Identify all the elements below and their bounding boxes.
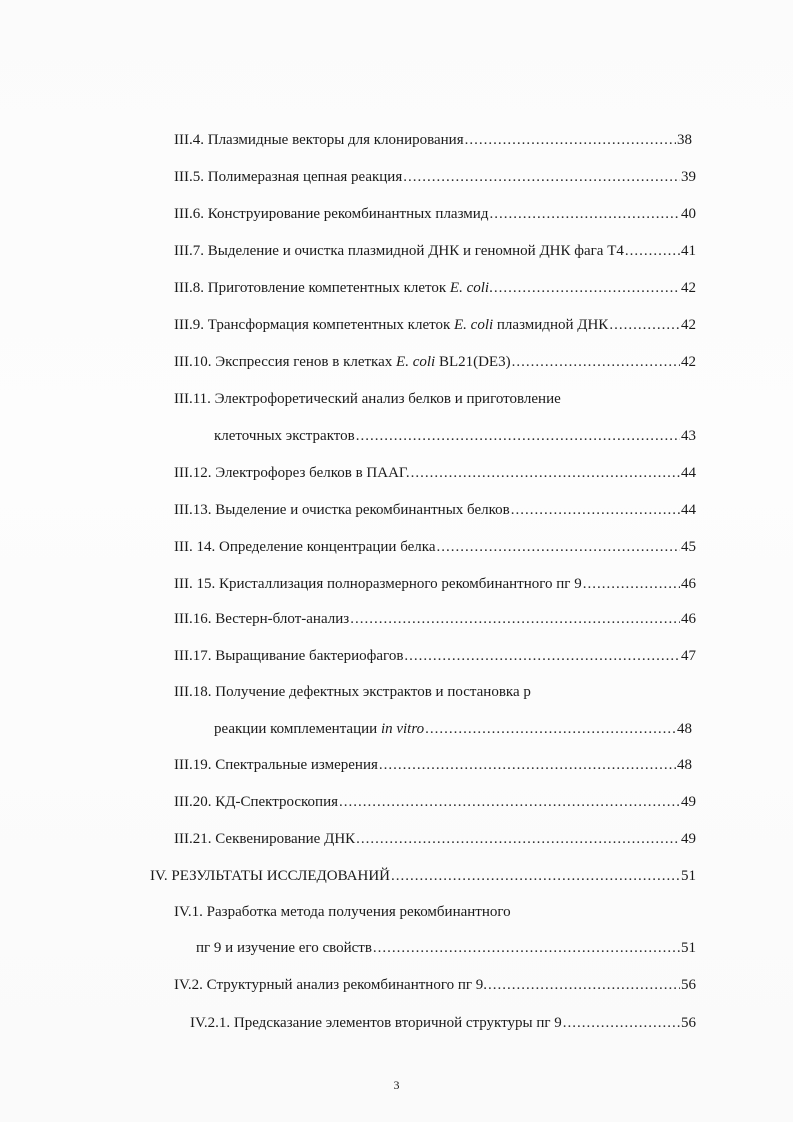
toc-entry-page: 42 <box>681 317 696 333</box>
toc-entry-page: 44 <box>681 502 696 518</box>
toc-leader-dots <box>465 130 676 150</box>
toc-entry-title-italic: in vitro <box>380 721 425 737</box>
toc-entry-title: клеточных экстрактов <box>214 428 355 444</box>
toc-entry <box>174 463 696 483</box>
toc-leader-dots <box>403 167 680 187</box>
toc-entry <box>174 204 696 224</box>
toc-entry-title-italic: E. coli <box>396 354 436 370</box>
toc-entry <box>174 574 696 594</box>
toc-leader-dots <box>512 352 680 372</box>
toc-entry <box>174 241 696 261</box>
toc-entry-page: 56 <box>681 977 696 993</box>
toc-leader-dots <box>339 792 680 812</box>
toc-entry-title-italic: E. coli <box>454 317 494 333</box>
toc-entry-page: 51 <box>681 940 696 956</box>
toc-entry-title: III.12. Электрофорез белков в ПААГ. <box>174 465 410 481</box>
toc-entry-page: 49 <box>681 831 696 847</box>
toc-entry-title <box>214 719 424 739</box>
toc-entry-title: IV.2.1. Предсказание элементов вторичной структуры пг 9 <box>190 1015 562 1031</box>
toc-entry-page: 48 <box>677 721 692 737</box>
toc-entry <box>214 426 696 446</box>
toc-entry-title-pre: III.10. Экспрессия генов в клетках <box>174 354 397 370</box>
toc-leader-dots <box>373 938 680 958</box>
toc-entry-title: III.7. Выделение и очистка плазмидной ДНК и геномной ДНК фага Т4 <box>174 243 624 259</box>
toc-entry <box>174 829 696 849</box>
toc-entry-page: 45 <box>681 539 696 555</box>
toc-entry <box>174 609 696 629</box>
toc-leader-dots <box>625 241 680 261</box>
toc-leader-dots <box>404 646 680 666</box>
toc-leader-dots <box>356 426 680 446</box>
toc-entry <box>174 167 696 187</box>
toc-entry-title: III. 14. Определение концентрации белка <box>174 539 436 555</box>
toc-entry-title: III.4. Плазмидные векторы для клонирования <box>174 132 464 148</box>
toc-leader-dots <box>356 829 680 849</box>
toc-entry-title-pre: III.8. Приготовление компетентных клеток <box>174 280 450 296</box>
toc-entry-page: 46 <box>681 611 696 627</box>
toc-entry-page: 49 <box>681 794 696 810</box>
toc-entry-title-pre: реакции комплементации <box>214 721 381 737</box>
toc-entry <box>174 792 696 812</box>
toc-entry-title: III.20. КД-Спектроскопия <box>174 794 338 810</box>
toc-entry-title: III.17. Выращивание бактериофагов <box>174 648 404 664</box>
toc-entry-title: IV.1. Разработка метода получения рекомбинантного <box>174 904 511 920</box>
toc-entry-page: 43 <box>681 428 696 444</box>
toc-entry-title: III.19. Спектральные измерения <box>174 757 378 773</box>
toc-entry-title: III.5. Полимеразная цепная реакция <box>174 169 403 185</box>
toc-entry-title: IV.2. Структурный анализ рекомбинантного пг 9. <box>174 977 488 993</box>
toc-leader-dots <box>379 755 676 775</box>
toc-leader-dots <box>411 463 680 483</box>
toc-entry-title: III.16. Вестерн-блот-анализ <box>174 611 350 627</box>
toc-entry-title-post: BL21(DE3) <box>435 354 511 370</box>
toc-entry-page: 48 <box>677 757 692 773</box>
toc-leader-dots <box>489 204 680 224</box>
toc-entry-title <box>174 315 608 335</box>
toc-entry-title: III.11. Электрофоретический анализ белков и приготовление <box>174 391 561 407</box>
toc-entry-title-italic: E. coli <box>449 280 490 296</box>
toc-entry-title: III.13. Выделение и очистка рекомбинантных белков <box>174 502 510 518</box>
toc-entry-title <box>174 278 493 298</box>
toc-entry <box>174 315 696 335</box>
toc-leader-dots <box>583 574 680 594</box>
toc-section-title: IV. РЕЗУЛЬТАТЫ ИССЛЕДОВАНИЙ <box>150 868 390 884</box>
toc-entry-page: 46 <box>681 576 696 592</box>
toc-entry-page: 42 <box>681 354 696 370</box>
toc-entry <box>174 646 696 666</box>
toc-leader-dots <box>563 1013 680 1033</box>
toc-entry-title: пг 9 и изучение его свойств <box>196 940 372 956</box>
toc-leader-dots <box>350 609 680 629</box>
toc-entry <box>174 537 696 557</box>
toc-entry-title: III.18. Получение дефектных экстрактов и постановка р <box>174 684 531 700</box>
toc-entry-title <box>174 352 511 372</box>
toc-leader-dots <box>437 537 681 557</box>
toc-entry <box>174 130 692 150</box>
toc-entry-page: 44 <box>681 465 696 481</box>
toc-entry <box>174 352 696 372</box>
toc-entry-page: 39 <box>681 169 696 185</box>
toc-entry-title-post: плазмидной ДНК <box>493 317 609 333</box>
toc-leader-dots <box>488 975 680 995</box>
toc-entry <box>150 866 696 886</box>
toc-leader-dots <box>511 500 680 520</box>
toc-entry <box>174 278 696 298</box>
toc-entry-title: III.6. Конструирование рекомбинантных плазмид <box>174 206 489 222</box>
toc-entry-title: III. 15. Кристаллизация полноразмерного рекомбинантного пг 9 <box>174 576 582 592</box>
page-number: 3 <box>393 1078 400 1092</box>
toc-entry-page: 42 <box>681 280 696 296</box>
toc-entry-page: 47 <box>681 648 696 664</box>
toc-entry-page: 51 <box>681 868 696 884</box>
toc-entry-title: III.21. Секвенирование ДНК <box>174 831 356 847</box>
toc-entry-page: 38 <box>677 132 692 148</box>
toc-entry-title-pre: III.9. Трансформация компетентных клеток <box>174 317 454 333</box>
toc-entry-page: 56 <box>681 1015 696 1031</box>
toc-entry <box>174 975 696 995</box>
toc-entry <box>174 755 692 775</box>
toc-leader-dots <box>391 866 680 886</box>
toc-entry <box>190 1013 696 1033</box>
toc-entry <box>214 719 692 739</box>
toc-leader-dots <box>425 719 676 739</box>
toc-entry-title-post: . <box>489 280 493 296</box>
toc-entry <box>196 938 696 958</box>
toc-leader-dots <box>609 315 680 335</box>
toc-entry-page: 40 <box>681 206 696 222</box>
toc-leader-dots <box>494 278 680 298</box>
toc-entry-page: 41 <box>681 243 696 259</box>
toc-entry <box>174 500 696 520</box>
